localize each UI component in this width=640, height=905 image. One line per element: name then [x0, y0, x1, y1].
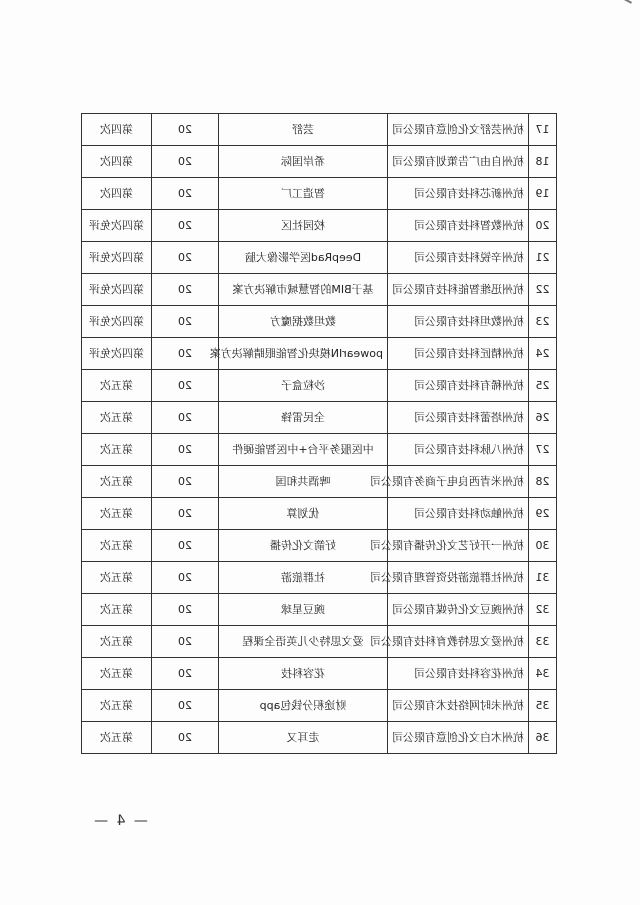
table-row: [82, 242, 557, 274]
batch: 第五次: [82, 370, 152, 402]
score: 20: [152, 434, 219, 466]
row-number: 18: [529, 146, 557, 178]
table-row: [82, 146, 557, 178]
table-row: [82, 594, 557, 626]
company-name: 杭州木白文化创意有限公司: [388, 722, 529, 754]
project-name: 数坦数据魔方: [219, 306, 388, 338]
batch: 第五次: [82, 658, 152, 690]
page-number: — 4 —: [92, 813, 148, 829]
batch: 第五次: [82, 594, 152, 626]
company-name: 杭州精匠科技有限公司: [388, 338, 529, 370]
score: 20: [152, 370, 219, 402]
score: 20: [152, 146, 219, 178]
table-row: [82, 306, 557, 338]
score: 20: [152, 626, 219, 658]
batch: 第五次: [82, 722, 152, 754]
project-name: 财途积分钱包app: [219, 690, 388, 722]
score: 20: [152, 722, 219, 754]
project-name: 希岸国际: [219, 146, 388, 178]
company-name: 杭州花容科技有限公司: [388, 658, 529, 690]
table-row: [82, 178, 557, 210]
company-name: 杭州自由广告策划有限公司: [388, 146, 529, 178]
table-row: [82, 722, 557, 754]
company-name: 杭州米青西良电子商务有限公司: [388, 466, 529, 498]
row-number: 17: [529, 114, 557, 146]
table-row: [82, 338, 557, 370]
batch: 第五次: [82, 402, 152, 434]
project-name: powearIN模块化智能眼睛解决方案: [219, 338, 388, 370]
row-number: 19: [529, 178, 557, 210]
score: 20: [152, 338, 219, 370]
score: 20: [152, 114, 219, 146]
row-number: 36: [529, 722, 557, 754]
table-row: [82, 402, 557, 434]
company-name: 杭州八脉科技有限公司: [388, 434, 529, 466]
row-number: 23: [529, 306, 557, 338]
project-name: 智造工厂: [219, 178, 388, 210]
row-number: 27: [529, 434, 557, 466]
table-body: [82, 114, 557, 754]
table-row: [82, 530, 557, 562]
project-name: 中医服务平台+中医智能硬件: [219, 434, 388, 466]
batch: 第四次: [82, 146, 152, 178]
row-number: 34: [529, 658, 557, 690]
row-number: 28: [529, 466, 557, 498]
company-name: 杭州爱文思特教育科技有限公司: [388, 626, 529, 658]
project-name: 花容科技: [219, 658, 388, 690]
batch: 第五次: [82, 466, 152, 498]
company-name: 杭州数智科技有限公司: [388, 210, 529, 242]
project-name: 芸舒: [219, 114, 388, 146]
company-name: 杭州一开好艺文化传播有限公司: [388, 530, 529, 562]
project-name: 豌豆星球: [219, 594, 388, 626]
batch: 第四次免评: [82, 210, 152, 242]
table-row: [82, 274, 557, 306]
row-number: 35: [529, 690, 557, 722]
row-number: 32: [529, 594, 557, 626]
row-number: 29: [529, 498, 557, 530]
company-name: 杭州触动科技有限公司: [388, 498, 529, 530]
row-number: 22: [529, 274, 557, 306]
batch: 第四次免评: [82, 274, 152, 306]
score: 20: [152, 594, 219, 626]
row-number: 26: [529, 402, 557, 434]
score: 20: [152, 498, 219, 530]
company-name: 杭州塔蕾科技有限公司: [388, 402, 529, 434]
score: 20: [152, 562, 219, 594]
project-name: 啤酒共和国: [219, 466, 388, 498]
row-number: 31: [529, 562, 557, 594]
row-number: 25: [529, 370, 557, 402]
batch: 第四次: [82, 178, 152, 210]
score: 20: [152, 658, 219, 690]
table-row: [82, 658, 557, 690]
table-row: [82, 210, 557, 242]
project-name: 校园社区: [219, 210, 388, 242]
score: 20: [152, 178, 219, 210]
score: 20: [152, 530, 219, 562]
row-number: 33: [529, 626, 557, 658]
table-row: [82, 562, 557, 594]
batch: 第五次: [82, 626, 152, 658]
company-name: 杭州芸舒文化创意有限公司: [388, 114, 529, 146]
project-name: 社群旅游: [219, 562, 388, 594]
project-name: 基于BIM的智慧城市解决方案: [219, 274, 388, 306]
company-name: 杭州未时网络技术有限公司: [388, 690, 529, 722]
batch: 第四次免评: [82, 338, 152, 370]
table-row: [82, 370, 557, 402]
company-name: 杭州迅维智能科技有限公司: [388, 274, 529, 306]
company-name: 杭州豌豆文化传媒有限公司: [388, 594, 529, 626]
row-number: 24: [529, 338, 557, 370]
project-name: 爱文思特少儿英语全课程: [219, 626, 388, 658]
row-number: 20: [529, 210, 557, 242]
score: 20: [152, 466, 219, 498]
batch: 第五次: [82, 434, 152, 466]
company-name: 杭州辛锐科技有限公司: [388, 242, 529, 274]
company-table: [81, 113, 557, 754]
project-name: 好箭文化传播: [219, 530, 388, 562]
company-name: 杭州社群旅游投资管理有限公司: [388, 562, 529, 594]
batch: 第五次: [82, 498, 152, 530]
project-name: 走耳又: [219, 722, 388, 754]
table-row: [82, 466, 557, 498]
score: 20: [152, 274, 219, 306]
score: 20: [152, 210, 219, 242]
score: 20: [152, 402, 219, 434]
score: 20: [152, 306, 219, 338]
batch: 第五次: [82, 690, 152, 722]
company-name: 杭州稀有科技有限公司: [388, 370, 529, 402]
table-row: [82, 690, 557, 722]
score: 20: [152, 690, 219, 722]
project-name: 全民雷锋: [219, 402, 388, 434]
table-row: [82, 626, 557, 658]
company-name: 杭州新芯科技有限公司: [388, 178, 529, 210]
row-number: 30: [529, 530, 557, 562]
table-row: [82, 434, 557, 466]
batch: 第四次免评: [82, 242, 152, 274]
project-name: DeepRad医学影像大脑: [219, 242, 388, 274]
table-row: [82, 114, 557, 146]
project-name: 沙粒盒子: [219, 370, 388, 402]
table-row: [82, 498, 557, 530]
batch: 第五次: [82, 562, 152, 594]
batch: 第四次: [82, 114, 152, 146]
scan-corner-mark: [582, 0, 632, 23]
batch: 第五次: [82, 530, 152, 562]
row-number: 21: [529, 242, 557, 274]
company-name: 杭州数坦科技有限公司: [388, 306, 529, 338]
score: 20: [152, 242, 219, 274]
batch: 第四次免评: [82, 306, 152, 338]
project-name: 优划算: [219, 498, 388, 530]
